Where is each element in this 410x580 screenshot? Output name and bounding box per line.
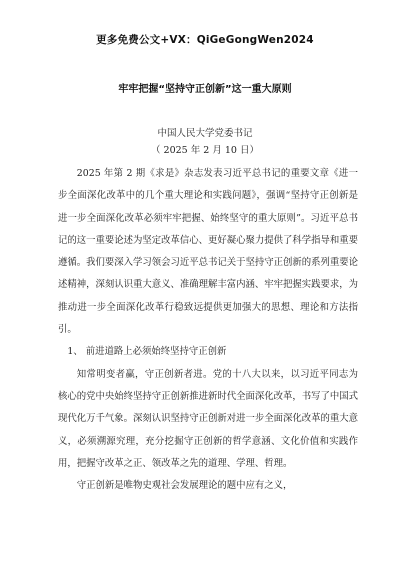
watermark-header: 更多免费公文+VX：QiGeGongWen2024: [96, 34, 314, 46]
paragraph-section-1: 知常明变者赢，守正创新者进。党的十八大以来，以习近平同志为核心的党中央始终坚持守正创新推进新时代全面深化改革，书写了中国式现代化万千气象。深刻认识坚持守正创新对进一步全面深化改革的重大意义，必须溯源究理，充分挖掘守正创新的哲学意涵、文化价值和实践作用，把握守改革之正、领改革之先的道理、学理、哲理。: [58, 368, 359, 469]
paragraph-continuation: 守正创新是唯物史观社会发展理论的题中应有之义，: [76, 480, 293, 492]
section-heading-1: 1、 前进道路上必须始终坚持守正创新: [67, 346, 227, 358]
document-title: 牢牢把握“坚持守正创新”这一重大原则: [118, 84, 292, 95]
paragraph-intro: 2025 年第 2 期《求是》杂志发表习近平总书记的重要文章《进一步全面深化改革中的几个重大理论和实践问题》，强调“坚持守正创新是进一步全面深化改革必须牢牢把握、始终坚守的重大原则”。习近平总书记的这一重要论述为坚定改革信心、更好凝心聚力提供了科学指导和重要遵循。我们要深入学习领会习近平总书记关于坚持守正创新的系列重要论述精神，深刻认识重大意义、准确理解丰富内涵、牢牢把握实践要求，为推动进一步全面深化改革行稳致远提供更加强大的思想、理论和方法指引。: [58, 168, 359, 336]
document-body: [58, 163, 358, 497]
date-line: （ 2025 年 2 月 10 日）: [151, 145, 259, 156]
author-line: 中国人民大学党委书记: [157, 128, 253, 139]
